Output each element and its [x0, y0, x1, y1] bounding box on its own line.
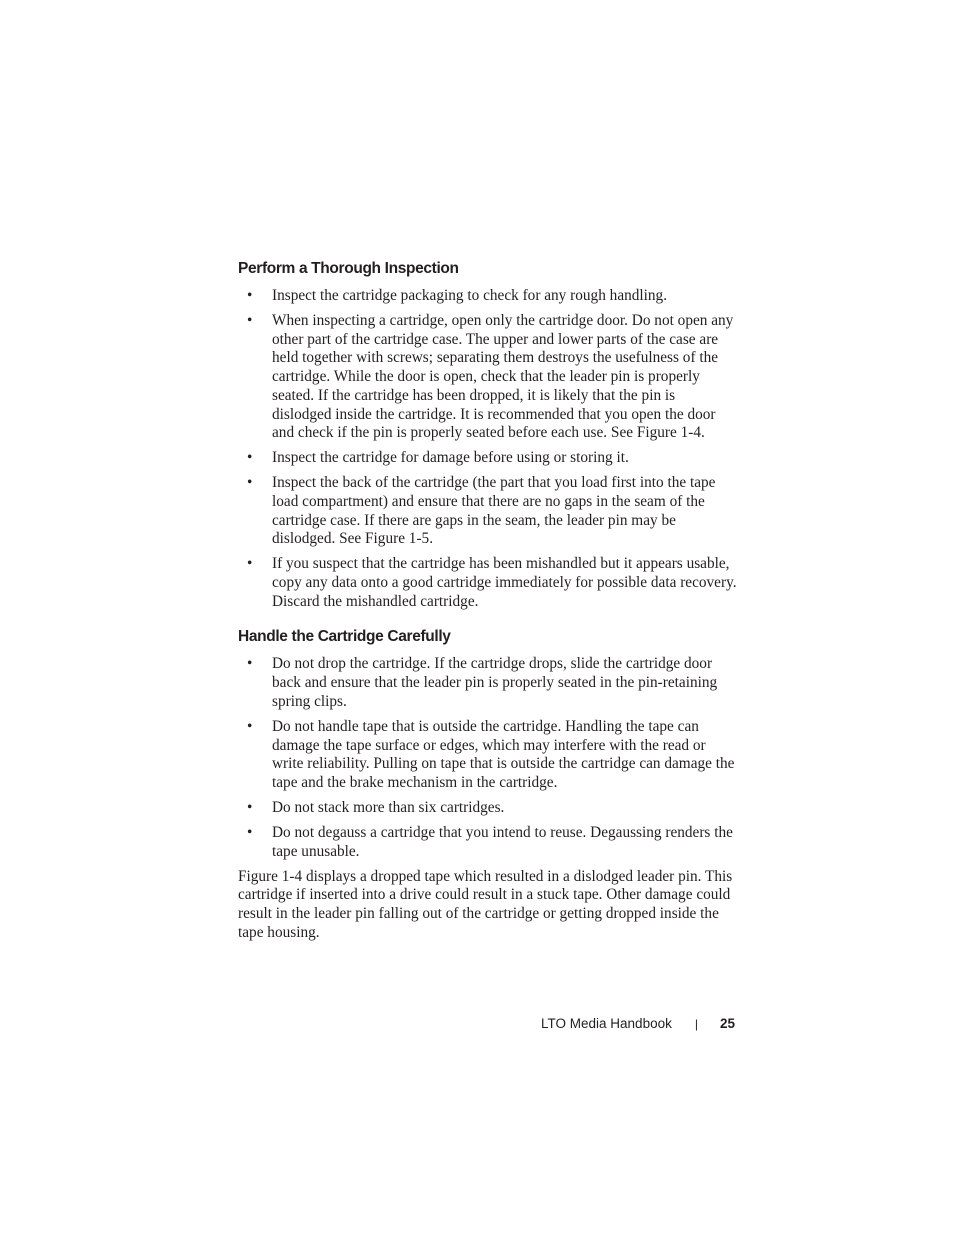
list-item-text: Do not drop the cartridge. If the cartridge drops, slide the cartridge door back and ensure that the leader pin is properly seated in the pin-retaining spring clips. [272, 655, 718, 710]
bullet-icon: • [247, 823, 253, 841]
list-item [238, 655, 738, 711]
list-item-text: When inspecting a cartridge, open only the cartridge door. Do not open any other part of the cartridge case. The upper and lower parts of the case are held together with screws; separating them destroys the usefulness of the cartridge. While the door is open, check that the leader pin is properly seated. If the cartridge has been dropped, it is likely that the pin is dislodged inside the cartridge. It is recommended that you open the door and check if the pin is properly seated before each use. See Figure 1-4. [272, 312, 734, 442]
bullet-icon: • [247, 474, 253, 492]
list-item-text: Inspect the back of the cartridge (the part that you load first into the tape load compartment) and ensure that there are no gaps in the seam of the cartridge case. If there are gaps in the seam, the leader pin may be dislodged. See Figure 1-5. [272, 474, 716, 548]
page-content [238, 258, 738, 942]
section-heading-inspection: Perform a Thorough Inspection [238, 260, 459, 277]
bullet-icon: • [247, 655, 253, 673]
bullet-icon: • [247, 555, 253, 573]
list-item [238, 799, 738, 818]
list-item-text: Inspect the cartridge for damage before using or storing it. [272, 449, 629, 467]
list-item [238, 474, 738, 549]
section-heading-handling: Handle the Cartridge Carefully [238, 628, 451, 646]
body-paragraph: Figure 1-4 displays a dropped tape which resulted in a dislodged leader pin. This cartridge if inserted into a drive could result in a stuck tape. Other damage could result in the leader pin falling out of the cartridge or getting dropped inside the tape housing. [238, 867, 733, 941]
footer-title: LTO Media Handbook [541, 1016, 672, 1031]
list-item-text: Do not stack more than six cartridges. [272, 798, 505, 816]
bullet-icon: • [247, 287, 253, 304]
list-item-text: If you suspect that the cartridge has been mishandled but it appears usable, copy any data onto a good cartridge immediately for possible data recovery. Discard the mishandled cartridge. [272, 555, 737, 610]
list-item [238, 449, 738, 468]
inspection-bullet-list [238, 287, 738, 611]
bullet-icon: • [247, 717, 253, 735]
page-number: 25 [719, 1016, 735, 1031]
footer-separator: | [694, 1017, 698, 1031]
bullet-icon: • [247, 312, 253, 329]
list-item [238, 287, 738, 306]
list-item [238, 312, 738, 443]
list-item-text: Inspect the cartridge packaging to check for any rough handling. [272, 287, 668, 304]
list-item [238, 555, 738, 611]
handling-bullet-list [238, 655, 738, 861]
page-footer [0, 1014, 735, 1034]
list-item-text: Do not degauss a cartridge that you intend to reuse. Degaussing renders the tape unusable. [272, 823, 733, 860]
bullet-icon: • [247, 798, 253, 816]
list-item [238, 824, 738, 861]
list-item-text: Do not handle tape that is outside the cartridge. Handling the tape can damage the tape surface or edges, which may interfere with the read or write reliability. Pulling on tape that is outside the cartridge can damage the tape and the brake mechanism in the cartridge. [272, 717, 735, 791]
bullet-icon: • [247, 449, 253, 467]
list-item [238, 718, 738, 793]
